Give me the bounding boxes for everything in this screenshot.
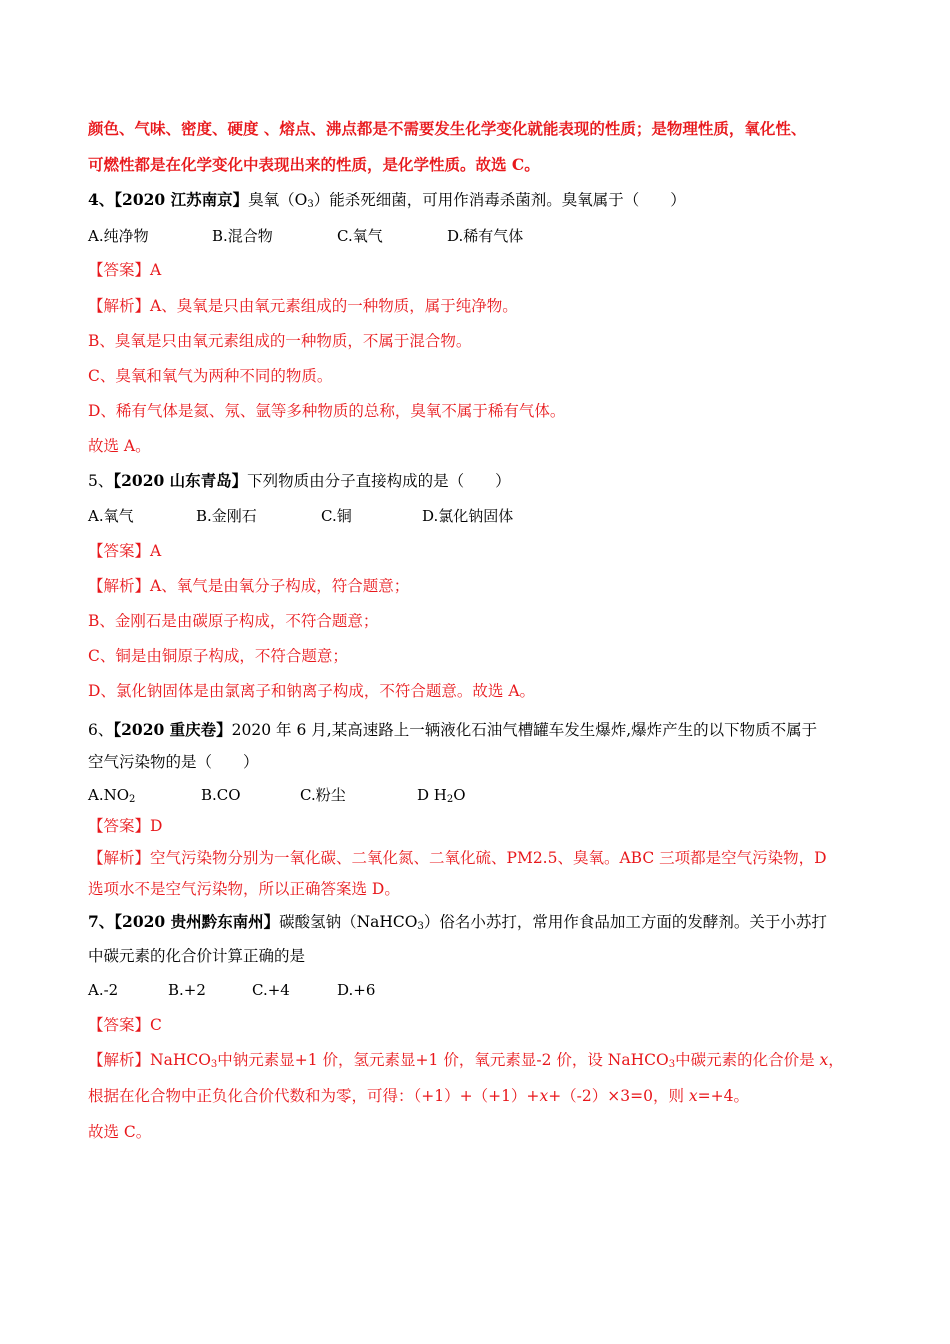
q7-analysis-formula-1: NaHCO	[150, 1051, 211, 1069]
q7-analysis-2-b: +（-2）×3=0，则	[548, 1087, 689, 1105]
q7-stem-sub: 3	[417, 921, 424, 932]
q7-analysis-end: ，	[828, 1051, 844, 1069]
q5-stem-text: 下列物质由分子直接构成的是（ ）	[247, 472, 511, 490]
q6-option-c: C.粉尘	[300, 786, 346, 804]
q5-analysis-4: D、氯化钠固体是由氯离子和钠离子构成，不符合题意。故选 A。	[88, 682, 536, 700]
q7-analysis-text-2: 中碳元素的化合价是	[675, 1051, 820, 1069]
q4-answer-value: A	[150, 261, 162, 279]
q4-stem	[88, 189, 686, 211]
q4-analysis-2: B、臭氧是只由氧元素组成的一种物质，不属于混合物。	[88, 332, 472, 350]
q7-source: 【2020 贵州黔东南州】	[114, 912, 280, 931]
q7-analysis-2-c: =+4。	[697, 1087, 749, 1105]
q7-stem-a: 碳酸氢钠（NaHCO	[279, 913, 418, 931]
intro-line-1: 颜色、气味、密度、硬度 、熔点、沸点都是不需要发生化学变化就能表现的性质；是物理性质，氧化性、	[88, 119, 807, 138]
q5-source: 【2020 山东青岛】	[113, 471, 248, 490]
q4-analysis-5: 故选 A。	[88, 437, 151, 455]
q6-option-d-text: D H	[417, 786, 447, 804]
q4-number: 4、	[88, 190, 115, 209]
q6-option-d-sub: 2	[446, 794, 454, 805]
q6-option-a-sub: 2	[129, 794, 136, 805]
q4-answer-label: 【答案】	[88, 261, 151, 279]
q6-answer	[88, 815, 162, 837]
q7-analysis-label: 【解析】	[88, 1051, 151, 1069]
q4-stem-sub: 3	[307, 199, 314, 210]
q7-option-b: B.+2	[168, 981, 206, 999]
q6-analysis-label: 【解析】	[88, 849, 151, 867]
q7-analysis-text-1: 中钠元素显+1 价，氢元素显+1 价，氧元素显-2 价，设 NaHCO	[217, 1051, 669, 1069]
q7-conclusion: 故选 C。	[88, 1123, 152, 1141]
q5-option-b: B.金刚石	[196, 507, 257, 525]
q5-analysis-label: 【解析】	[88, 577, 151, 595]
q6-analysis-2: 选项水不是空气污染物，所以正确答案选 D。	[88, 880, 400, 898]
q4-analysis-1	[88, 295, 518, 317]
q7-option-a: A.-2	[88, 981, 119, 999]
q7-option-c: C.+4	[252, 981, 290, 999]
q4-analysis-label: 【解析】	[88, 297, 151, 315]
q7-answer-value: C	[150, 1016, 162, 1034]
q7-analysis-sub-2: 3	[668, 1059, 676, 1070]
q6-option-a-text: A.NO	[88, 786, 130, 804]
q4-analysis-4: D、稀有气体是氦、氖、氩等多种物质的总称，臭氧不属于稀有气体。	[88, 402, 566, 420]
q7-analysis-2-var-1: x	[539, 1087, 549, 1105]
q7-analysis-2-var-2: x	[688, 1087, 698, 1105]
q7-analysis-var: x	[819, 1051, 829, 1069]
q5-option-a: A.氧气	[88, 507, 134, 525]
q7-answer	[88, 1014, 162, 1036]
q7-analysis-sub-1: 3	[210, 1059, 218, 1070]
q6-answer-label: 【答案】	[88, 817, 151, 835]
q6-option-a	[88, 784, 135, 806]
q5-answer-value: A	[150, 542, 162, 560]
q5-analysis-2: B、金刚石是由碳原子构成，不符合题意；	[88, 612, 379, 630]
q4-source: 【2020 江苏南京】	[114, 190, 249, 209]
q6-stem-1	[88, 719, 817, 741]
q5-answer	[88, 540, 161, 562]
q5-option-d: D.氯化钠固体	[422, 507, 514, 525]
q5-analysis-3: C、铜是由铜原子构成，不符合题意；	[88, 647, 348, 665]
q5-stem	[88, 470, 511, 492]
q6-option-b: B.CO	[201, 786, 241, 804]
q6-answer-value: D	[150, 817, 163, 835]
q6-stem-2: 空气污染物的是（ ）	[88, 753, 259, 771]
intro-line-2: 可燃性都是在化学变化中表现出来的性质，是化学性质。故选 C。	[88, 155, 540, 174]
q6-option-d	[417, 784, 466, 806]
q5-option-c: C.铜	[321, 507, 352, 525]
q7-analysis-2-a: 根据在化合物中正负化合价代数和为零，可得：（+1）+（+1）+	[88, 1087, 540, 1105]
q7-stem-1	[88, 911, 827, 933]
q6-number: 6、	[88, 721, 114, 739]
q7-stem-b: ）俗名小苏打，常用作食品加工方面的发酵剂。关于小苏打	[423, 913, 827, 931]
q5-answer-label: 【答案】	[88, 542, 151, 560]
q6-option-d-tail: O	[453, 786, 466, 804]
q4-analysis-3: C、臭氧和氧气为两种不同的物质。	[88, 367, 333, 385]
q7-answer-label: 【答案】	[88, 1016, 151, 1034]
q5-analysis-1	[88, 575, 409, 597]
q7-analysis-2	[88, 1085, 749, 1107]
q7-number: 7、	[88, 912, 115, 931]
q6-analysis-1	[88, 847, 827, 869]
q4-answer	[88, 259, 161, 281]
q6-analysis-text: 空气污染物分别为一氧化碳、二氧化氮、二氧化硫、PM2.5、臭氧。ABC 三项都是空气污染物，D	[150, 849, 827, 867]
q4-option-a: A.纯净物	[88, 227, 149, 245]
q6-source: 【2020 重庆卷】	[113, 720, 232, 739]
q4-analysis-text: A、臭氧是只由氧元素组成的一种物质，属于纯净物。	[150, 297, 518, 315]
q4-stem-b: ）能杀死细菌，可用作消毒杀菌剂。臭氧属于（ ）	[313, 191, 686, 209]
q5-analysis-text: A、氧气是由氧分子构成，符合题意；	[150, 577, 410, 595]
q7-stem-2: 中碳元素的化合价计算正确的是	[88, 947, 306, 965]
q6-stem-text: 2020 年 6 月,某高速路上一辆液化石油气槽罐车发生爆炸,爆炸产生的以下物质不属于	[231, 721, 818, 739]
q5-number: 5、	[88, 472, 114, 490]
q7-option-d: D.+6	[337, 981, 376, 999]
q4-option-d: D.稀有气体	[447, 227, 524, 245]
q4-option-c: C.氧气	[337, 227, 383, 245]
q7-analysis-1	[88, 1049, 844, 1071]
q4-stem-a: 臭氧（O	[248, 191, 308, 209]
q4-option-b: B.混合物	[212, 227, 273, 245]
